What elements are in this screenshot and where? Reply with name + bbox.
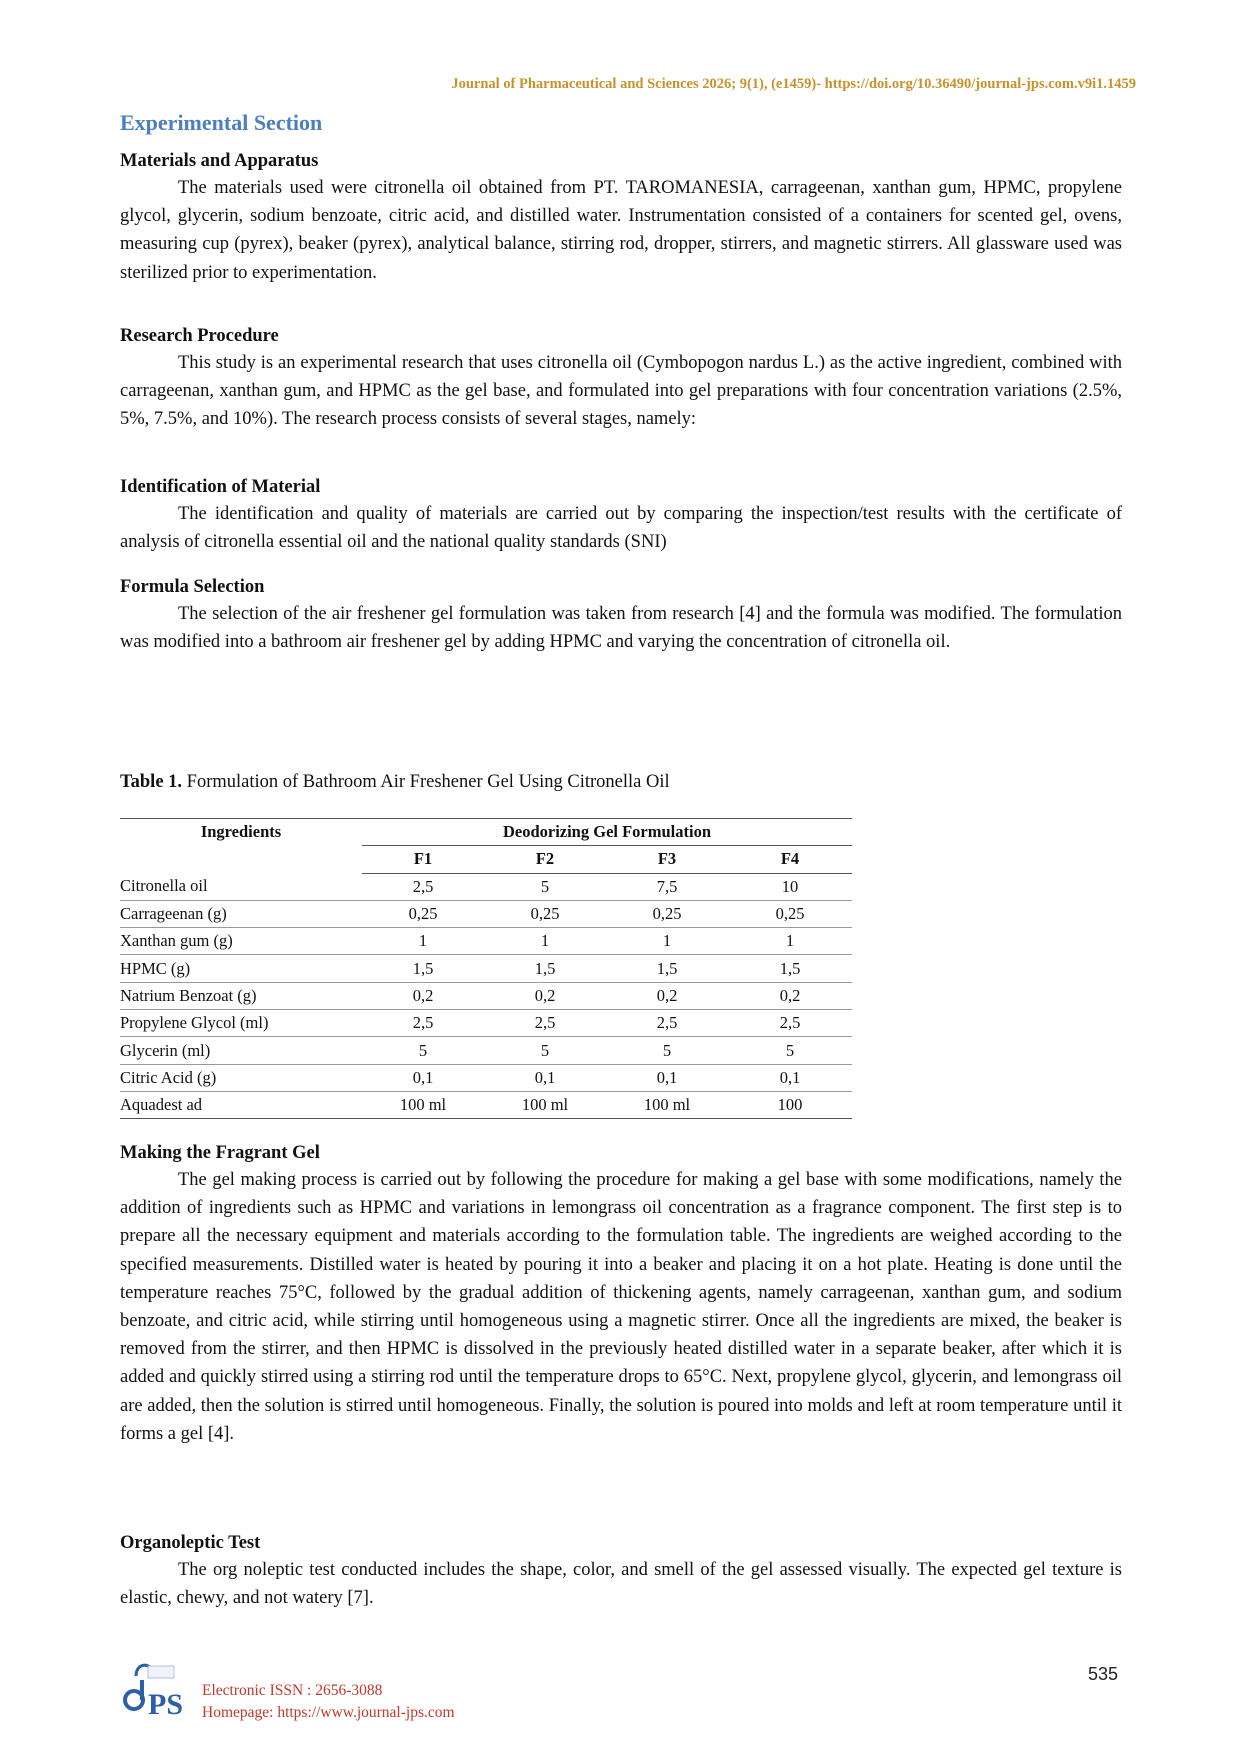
- table-cell: 0,2: [362, 982, 484, 1009]
- ingredient-name: Glycerin (ml): [120, 1037, 362, 1064]
- journal-logo: [122, 1656, 200, 1720]
- footer-homepage[interactable]: Homepage: https://www.journal-jps.com: [202, 1704, 455, 1721]
- ingredient-name: Propylene Glycol (ml): [120, 1010, 362, 1037]
- table-cell: 1: [728, 928, 852, 955]
- making-gel-heading: Making the Fragrant Gel: [120, 1143, 320, 1163]
- table-cell: 100 ml: [484, 1091, 606, 1118]
- table-cell: 5: [484, 1037, 606, 1064]
- table-cell: 7,5: [606, 873, 728, 900]
- identification-paragraph: The identification and quality of materials are carried out by comparing the inspection/test results with the certificate of analysis of citronella essential oil and the national quality standards (SNI): [120, 504, 1122, 553]
- ingredient-name: Citronella oil: [120, 873, 362, 900]
- footer-issn: Electronic ISSN : 2656-3088: [202, 1682, 383, 1699]
- table-cell: 10: [728, 873, 852, 900]
- ingredients-header: Ingredients: [120, 819, 362, 874]
- materials-paragraph: The materials used were citronella oil obtained from PT. TAROMANESIA, carrageenan, xanthan gum, HPMC, propylene glycol, glycerin, sodium benzoate, citric acid, and distilled water. Instrumentation consisted of a containers for scented gel, ovens, measuring cup (pyrex), beaker (pyrex), analytical balance, stirring rod, dropper, stirrers, and magnetic stirrers. All glassware used was sterilized prior to experimentation.: [120, 178, 1122, 283]
- table-cell: 1: [362, 928, 484, 955]
- table-cell: 1,5: [728, 955, 852, 982]
- procedure-heading: Research Procedure: [120, 326, 279, 346]
- formula-selection-section: [120, 574, 1122, 656]
- formula-selection-paragraph: The selection of the air freshener gel formulation was taken from research [4] and the formula was modified. The formulation was modified into a bathroom air freshener gel by adding HPMC and varying the concentration of citronella oil.: [120, 604, 1122, 653]
- table-cell: 0,25: [484, 900, 606, 927]
- table-cell: 2,5: [606, 1010, 728, 1037]
- table-cell: 5: [362, 1037, 484, 1064]
- table-cell: 1,5: [484, 955, 606, 982]
- ingredient-name: Xanthan gum (g): [120, 928, 362, 955]
- making-gel-section: [120, 1140, 1122, 1448]
- formula-selection-heading: Formula Selection: [120, 577, 265, 597]
- ingredient-name: Aquadest ad: [120, 1091, 362, 1118]
- table-cell: 100 ml: [362, 1091, 484, 1118]
- ingredient-name: Carrageenan (g): [120, 900, 362, 927]
- table-cell: 0,1: [362, 1064, 484, 1091]
- formulation-group-header: Deodorizing Gel Formulation: [362, 819, 852, 846]
- organoleptic-heading: Organoleptic Test: [120, 1533, 261, 1553]
- table-cell: 2,5: [362, 873, 484, 900]
- table-cell: 0,2: [728, 982, 852, 1009]
- table-cell: 1,5: [362, 955, 484, 982]
- table-cell: 1: [606, 928, 728, 955]
- table-cell: 1,5: [606, 955, 728, 982]
- table-row: [120, 900, 852, 927]
- ingredient-name: HPMC (g): [120, 955, 362, 982]
- table-row: [120, 982, 852, 1009]
- journal-header: Journal of Pharmaceutical and Sciences 2026; 9(1), (e1459)- https://doi.org/10.36490/journal-jps.com.v9i1.1459: [451, 76, 1136, 92]
- organoleptic-section: [120, 1530, 1122, 1612]
- ingredient-name: Natrium Benzoat (g): [120, 982, 362, 1009]
- table-cell: 0,1: [484, 1064, 606, 1091]
- table-cell: 0,1: [728, 1064, 852, 1091]
- table-row: [120, 873, 852, 900]
- table-row: [120, 1091, 852, 1118]
- ingredient-name: Citric Acid (g): [120, 1064, 362, 1091]
- logo-letters: PS: [148, 1688, 184, 1720]
- page-number: 535: [1088, 1664, 1119, 1684]
- table-cell: 0,1: [606, 1064, 728, 1091]
- formulation-table: [120, 818, 852, 1119]
- organoleptic-paragraph: The org noleptic test conducted includes the shape, color, and smell of the gel assessed visually. The expected gel texture is elastic, chewy, and not watery [7].: [120, 1560, 1122, 1609]
- table-caption-text: Formulation of Bathroom Air Freshener Gel Using Citronella Oil: [182, 772, 670, 792]
- table-cell: 5: [484, 873, 606, 900]
- formula-header: F3: [606, 846, 728, 873]
- table-cell: 5: [728, 1037, 852, 1064]
- procedure-section: [120, 323, 1122, 434]
- table-row: [120, 1064, 852, 1091]
- table-caption: [120, 772, 670, 793]
- procedure-paragraph: This study is an experimental research that uses citronella oil (Cymbopogon nardus L.) as the active ingredient, combined with carrageenan, xanthan gum, and HPMC as the gel base, and formulated into gel preparations with four concentration variations (2.5%, 5%, 7.5%, and 10%). The research process consists of several stages, namely:: [120, 353, 1122, 430]
- table-row: [120, 955, 852, 982]
- formula-header: F4: [728, 846, 852, 873]
- table-cell: 0,25: [362, 900, 484, 927]
- materials-heading: Materials and Apparatus: [120, 151, 319, 171]
- table-row: [120, 928, 852, 955]
- table-cell: 2,5: [362, 1010, 484, 1037]
- table-row: [120, 1037, 852, 1064]
- table-cell: 0,2: [484, 982, 606, 1009]
- table-cell: 2,5: [484, 1010, 606, 1037]
- formula-header: F1: [362, 846, 484, 873]
- table-cell: 100: [728, 1091, 852, 1118]
- table-cell: 2,5: [728, 1010, 852, 1037]
- table-cell: 0,25: [606, 900, 728, 927]
- materials-section: [120, 148, 1122, 287]
- table-row: [120, 1010, 852, 1037]
- table-cell: 0,2: [606, 982, 728, 1009]
- identification-section: [120, 474, 1122, 556]
- table-cell: 0,25: [728, 900, 852, 927]
- making-gel-paragraph: The gel making process is carried out by following the procedure for making a gel base with some modifications, namely the addition of ingredients such as HPMC and variations in lemongrass oil concentration as a fragrance component. The first step is to prepare all the necessary equipment and materials according to the formulation table. The ingredients are weighed according to the specified measurements. Distilled water is heated by pouring it into a beaker and placing it on a hot plate. Heating is done until the temperature reaches 75°C, followed by the gradual addition of thickening agents, namely carrageenan, xanthan gum, and sodium benzoate, and citric acid, while stirring until homogeneous using a magnetic stirrer. Once all the ingredients are mixed, the beaker is removed from the stirrer, and then HPMC is dissolved in the previously heated distilled water in a separate beaker, after which it is added and quickly stirred using a stirring rod until the temperature drops to 65°C. Next, propylene glycol, glycerin, and lemongrass oil are added, then the solution is stirred until homogeneous. Finally, the solution is poured into molds and left at room temperature until it forms a gel [4].: [120, 1170, 1122, 1444]
- table-caption-label: Table 1.: [120, 772, 183, 792]
- formula-header: F2: [484, 846, 606, 873]
- identification-heading: Identification of Material: [120, 477, 321, 497]
- section-title: Experimental Section: [120, 110, 323, 135]
- table-cell: 1: [484, 928, 606, 955]
- table-cell: 100 ml: [606, 1091, 728, 1118]
- footer-info: [202, 1680, 455, 1724]
- table-cell: 5: [606, 1037, 728, 1064]
